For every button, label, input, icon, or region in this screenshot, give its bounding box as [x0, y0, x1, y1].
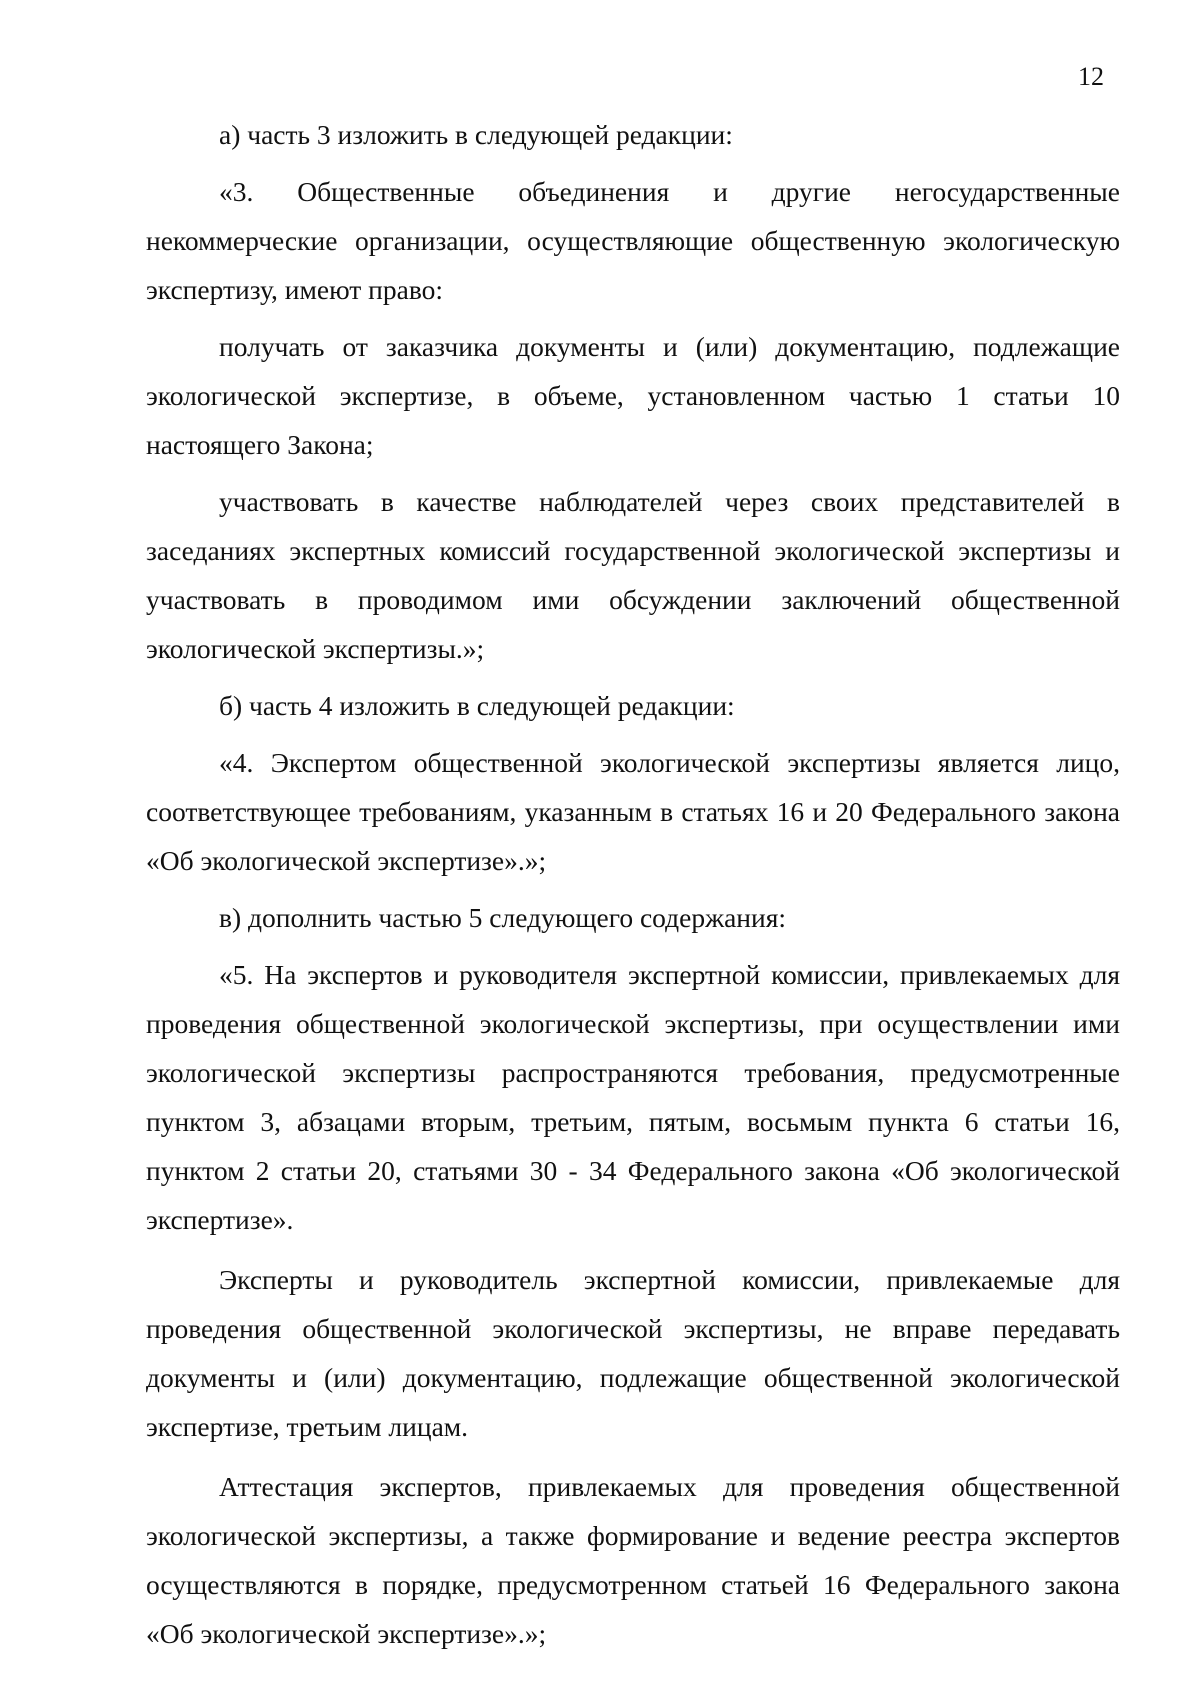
paragraph-right-participate: участвовать в качестве наблюдателей через своих представителей в заседаниях экспертных комиссий государственной экологической экспертизы и участвовать в проводимом ими обсуждении заключений общественной экологической экспертизы.»; [146, 486, 1120, 664]
page-number: 12 [1078, 62, 1104, 91]
paragraph-experts-restriction: Эксперты и руководитель экспертной комиссии, привлекаемые для проведения общественной экологической экспертизы, не вправе передавать документы и (или) документацию, подлежащие общественной экологической экспертизе, третьим лицам. [146, 1264, 1120, 1442]
paragraph-attestation: Аттестация экспертов, привлекаемых для проведения общественной экологической экспертизы, а также формирование и ведение реестра экспертов осуществляются в порядке, предусмотренном статьей 16 Федерального закона «Об экологической экспертизе».»; [146, 1471, 1120, 1649]
paragraph-b: б) часть 4 изложить в следующей редакции: [219, 690, 735, 721]
paragraph-part-3: «3. Общественные объединения и другие негосударственные некоммерческие организации, осуществляющие общественную экологическую экспертизу, имеют право: [146, 176, 1120, 305]
paragraph-right-receive: получать от заказчика документы и (или) документацию, подлежащие экологической экспертизе, в объеме, установленном частью 1 статьи 10 настоящего Закона; [146, 331, 1120, 460]
paragraph-part-4: «4. Экспертом общественной экологической экспертизы является лицо, соответствующее требованиям, указанным в статьях 16 и 20 Федерального закона «Об экологической экспертизе».»; [146, 747, 1120, 876]
paragraph-v: в) дополнить частью 5 следующего содержания: [219, 902, 786, 933]
paragraph-part-5: «5. На экспертов и руководителя экспертной комиссии, привлекаемых для проведения общественной экологической экспертизы, при осуществлении ими экологической экспертизы распространяются требования, предусмотренные пунктом 3, абзацами вторым, третьим, пятым, восьмым пункта 6 статьи 16, пунктом 2 статьи 20, статьями 30 - 34 Федерального закона «Об экологической экспертизе». [146, 959, 1120, 1235]
paragraph-a: а) часть 3 изложить в следующей редакции: [219, 119, 733, 150]
document-body [146, 110, 1120, 1658]
